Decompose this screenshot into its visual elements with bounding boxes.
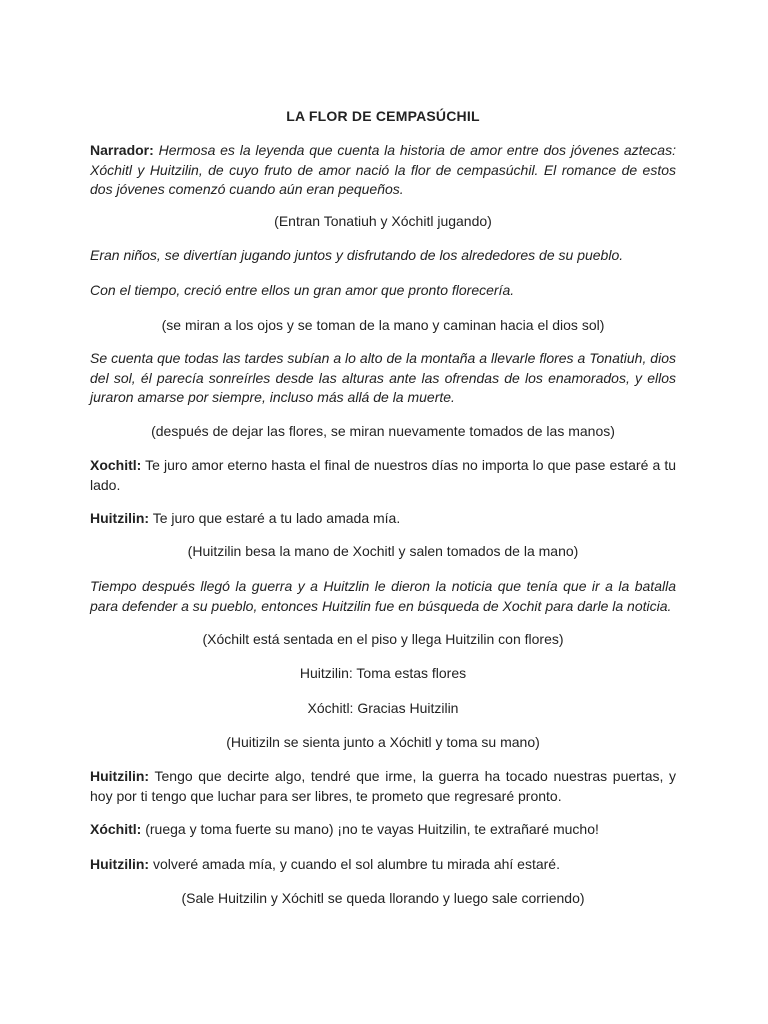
dialogue-huitzilin xyxy=(90,509,676,529)
dialogue-xochitl xyxy=(90,820,676,840)
dialogue-xochitl xyxy=(90,456,676,495)
narrator-paragraph xyxy=(90,141,676,200)
stage-direction: (Sale Huitzilin y Xóchitl se queda llorando y luego sale corriendo) xyxy=(181,890,585,906)
speaker-label: Xochitl: xyxy=(90,457,142,473)
stage-direction: (Huitzilin besa la mano de Xochitl y salen tomados de la mano) xyxy=(187,543,579,559)
narration-paragraph: Tiempo después llegó la guerra y a Huitzlin le dieron la noticia que tenía que ir a la batalla para defender a su pueblo, entonces Huitzilin fue en búsqueda de Xochit para darle la noticia. xyxy=(90,578,676,614)
speaker-label: Huitzilin: xyxy=(90,856,150,872)
dialogue-text: Te juro amor eterno hasta el final de nuestros días no importa lo que pase estaré a tu lado. xyxy=(90,457,676,493)
narration-paragraph: Eran niños, se divertían jugando juntos y disfrutando de los alrededores de su pueblo. xyxy=(90,247,624,263)
dialogue-text: Tengo que decirte algo, tendré que irme, la guerra ha tocado nuestras puertas, y hoy por ti tengo que luchar para ser libres, te prometo que regresaré pronto. xyxy=(90,768,677,804)
document-title: LA FLOR DE CEMPASÚCHIL xyxy=(286,108,480,124)
dialogue-text: volveré amada mía, y cuando el sol alumbre tu mirada ahí estaré. xyxy=(153,856,560,872)
narration-paragraph: Se cuenta que todas las tardes subían a lo alto de la montaña a llevarle flores a Tonatiuh, dios del sol, él parecía sonreírles desde las alturas ante las ofrendas de los enamorados, y ellos juraron amarse por siempre, incluso más allá de la muerte. xyxy=(90,350,676,405)
stage-direction: (Xóchilt está sentada en el piso y llega Huitzilin con flores) xyxy=(202,631,564,647)
narration-text: Hermosa es la leyenda que cuenta la historia de amor entre dos jóvenes aztecas: Xóchitl y Huitzilin, de cuyo fruto de amor nació la flor de cempasúchil. El romance de estos dos jóvenes comenzó cuando aún eran pequeños. xyxy=(90,142,676,197)
centered-dialogue-line: Xóchitl: Gracias Huitzilin xyxy=(307,700,459,716)
centered-dialogue-line: Huitzilin: Toma estas flores xyxy=(299,665,467,681)
dialogue-text: (ruega y toma fuerte su mano) ¡no te vayas Huitzilin, te extrañaré mucho! xyxy=(145,821,599,837)
dialogue-text: Te juro que estaré a tu lado amada mía. xyxy=(152,510,401,526)
speaker-label: Huitzilin: xyxy=(90,768,150,784)
stage-direction: (Entran Tonatiuh y Xóchitl jugando) xyxy=(274,213,492,229)
speaker-label: Narrador: xyxy=(90,142,154,158)
dialogue-huitzilin xyxy=(90,855,676,875)
dialogue-huitzilin xyxy=(90,767,676,806)
stage-direction: (Huitiziln se sienta junto a Xóchitl y toma su mano) xyxy=(226,734,540,750)
speaker-label: Huitzilin: xyxy=(90,510,150,526)
speaker-label: Xóchitl: xyxy=(90,821,142,837)
narration-paragraph: Con el tiempo, creció entre ellos un gran amor que pronto florecería. xyxy=(90,282,515,298)
stage-direction: (después de dejar las flores, se miran nuevamente tomados de las manos) xyxy=(151,423,615,439)
stage-direction: (se miran a los ojos y se toman de la mano y caminan hacia el dios sol) xyxy=(161,317,605,333)
